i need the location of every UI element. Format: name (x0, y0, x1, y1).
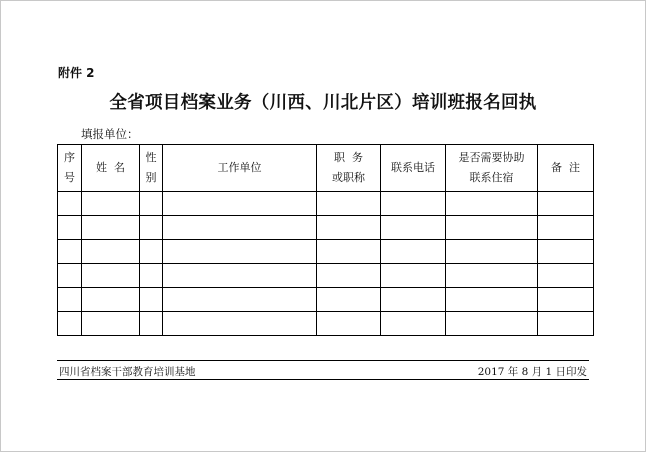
cell-remark[interactable] (538, 312, 594, 336)
attachment-label: 附件 2 (58, 66, 95, 80)
cell-seq[interactable] (58, 312, 82, 336)
header-workplace: 工作单位 (163, 145, 317, 192)
cell-remark[interactable] (538, 192, 594, 216)
cell-phone[interactable] (381, 312, 446, 336)
cell-remark[interactable] (538, 264, 594, 288)
cell-seq[interactable] (58, 240, 82, 264)
cell-name[interactable] (82, 240, 140, 264)
cell-workplace[interactable] (163, 216, 317, 240)
cell-gender[interactable] (140, 240, 163, 264)
header-lodging: 是否需要协助 联系住宿 (446, 145, 538, 192)
table-row (58, 240, 594, 264)
registration-form-table (57, 144, 594, 336)
header-remark: 备 注 (538, 145, 594, 192)
footer-date: 2017 年 8 月 1 日印发 (477, 366, 587, 378)
cell-seq[interactable] (58, 192, 82, 216)
cell-phone[interactable] (381, 192, 446, 216)
cell-name[interactable] (82, 216, 140, 240)
cell-workplace[interactable] (163, 264, 317, 288)
cell-position[interactable] (317, 240, 381, 264)
cell-workplace[interactable] (163, 312, 317, 336)
header-name: 姓 名 (82, 145, 140, 192)
table-row (58, 264, 594, 288)
cell-workplace[interactable] (163, 192, 317, 216)
filler-unit-label: 填报单位： (81, 127, 139, 141)
table-row (58, 192, 594, 216)
cell-position[interactable] (317, 216, 381, 240)
header-phone: 联系电话 (381, 145, 446, 192)
header-position: 职 务 或职称 (317, 145, 381, 192)
cell-seq[interactable] (58, 264, 82, 288)
header-seq: 序 号 (58, 145, 82, 192)
document-title: 全省项目档案业务（川西、川北片区）培训班报名回执 (109, 93, 537, 113)
table-row (58, 312, 594, 336)
cell-lodging[interactable] (446, 288, 538, 312)
table-header-row (58, 145, 594, 192)
cell-position[interactable] (317, 264, 381, 288)
cell-gender[interactable] (140, 288, 163, 312)
header-gender: 性 别 (140, 145, 163, 192)
cell-remark[interactable] (538, 288, 594, 312)
cell-lodging[interactable] (446, 264, 538, 288)
cell-name[interactable] (82, 192, 140, 216)
cell-name[interactable] (82, 288, 140, 312)
cell-phone[interactable] (381, 288, 446, 312)
cell-phone[interactable] (381, 240, 446, 264)
cell-lodging[interactable] (446, 312, 538, 336)
cell-position[interactable] (317, 312, 381, 336)
cell-gender[interactable] (140, 264, 163, 288)
cell-gender[interactable] (140, 216, 163, 240)
cell-workplace[interactable] (163, 240, 317, 264)
cell-lodging[interactable] (446, 216, 538, 240)
cell-lodging[interactable] (446, 192, 538, 216)
footer-bottom-rule (57, 379, 589, 380)
cell-lodging[interactable] (446, 240, 538, 264)
cell-position[interactable] (317, 192, 381, 216)
cell-position[interactable] (317, 288, 381, 312)
cell-name[interactable] (82, 312, 140, 336)
cell-seq[interactable] (58, 288, 82, 312)
cell-remark[interactable] (538, 240, 594, 264)
cell-gender[interactable] (140, 312, 163, 336)
cell-workplace[interactable] (163, 288, 317, 312)
footer-issuer: 四川省档案干部教育培训基地 (59, 366, 196, 378)
cell-remark[interactable] (538, 216, 594, 240)
cell-name[interactable] (82, 264, 140, 288)
cell-gender[interactable] (140, 192, 163, 216)
table-row (58, 216, 594, 240)
cell-phone[interactable] (381, 264, 446, 288)
table-row (58, 288, 594, 312)
cell-seq[interactable] (58, 216, 82, 240)
cell-phone[interactable] (381, 216, 446, 240)
footer-top-rule (57, 360, 589, 361)
